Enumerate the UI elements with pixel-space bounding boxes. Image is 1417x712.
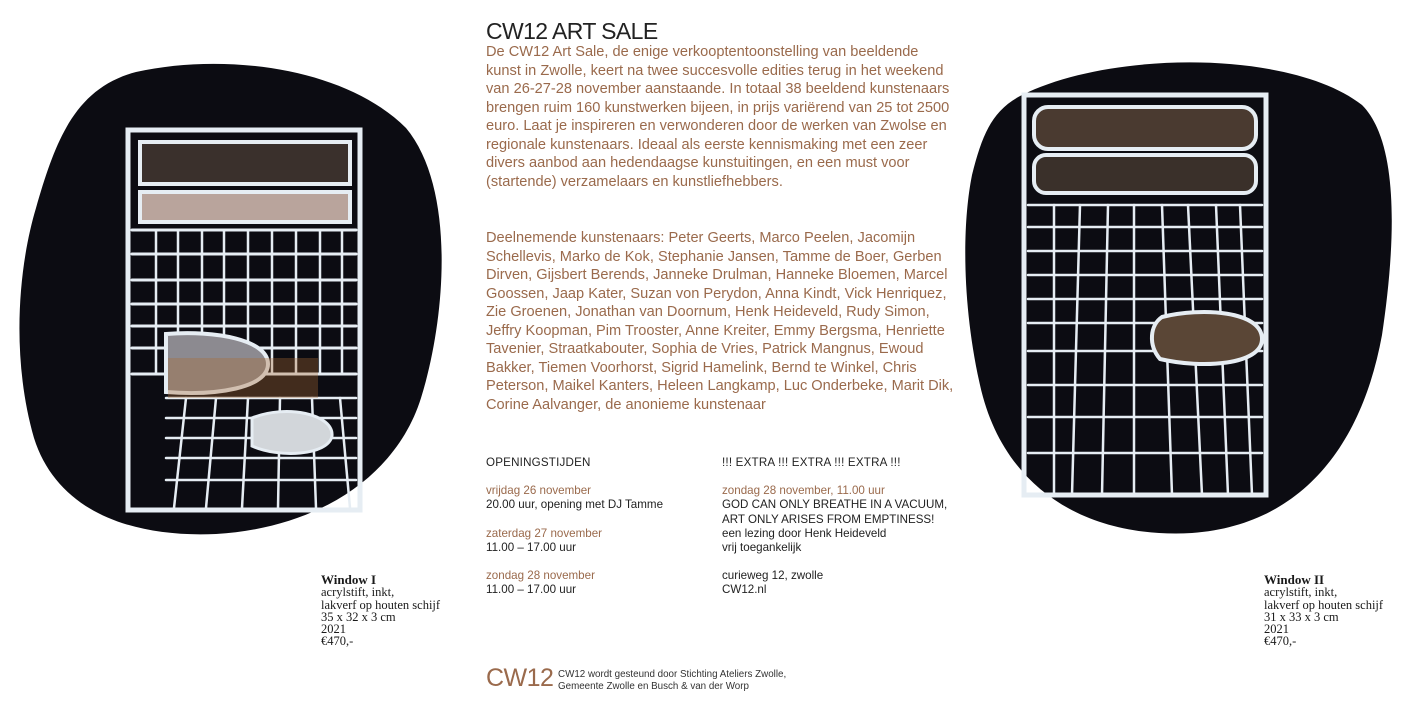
artwork-dimensions: 31 x 33 x 3 cm <box>1264 609 1339 624</box>
extra-event <box>722 456 962 598</box>
artwork-title: Window I <box>321 572 377 587</box>
artists-paragraph: Deelnemende kunstenaars: Peter Geerts, Marco Peelen, Jacomijn Schellevis, Marko de Kok, Stephanie Jansen, Tamme de Boer, Gerben Dirven, Gijsbert Berends, Janneke Drulman, Hanneke Bloemen, Marcel Goossen, Jaap Kater, Suzan von Perydon, Anna Kindt, Vick Henriquez, Zie Groenen, Jonathan van Doornum, Henk Heideveld, Rudy Simon, Jeffry Koopman, Pim Trooster, Anne Kreiter, Emmy Bergsma, Henriette Tavenier, Straatkabouter, Sophia de Vries, Patrick Mangnus, Ewoud Bakker, Tiemen Voorhorst, Sigrid Hamelink, Bernd te Winkel, Chris Peterson, Maikel Kanters, Heleen Langkamp, Luc Onderbeke, Marit Dik, Corine Aalvanger, de anonieme kunstenaar <box>486 230 954 413</box>
schedule-date: zaterdag 27 november <box>486 526 603 540</box>
artwork-price: €470,- <box>321 634 354 649</box>
sponsor-line: Gemeente Zwolle en Busch & van der Worp <box>558 680 749 692</box>
artwork-medium: acrylstift, inkt, <box>321 585 395 600</box>
schedule-date: vrijdag 26 november <box>486 484 592 498</box>
caption-window-1 <box>321 574 440 648</box>
schedule-time: 11.00 – 17.00 uur <box>486 583 577 597</box>
artwork-dimensions: 35 x 32 x 3 cm <box>321 609 396 624</box>
opening-hours <box>486 456 706 611</box>
schedule-time: 11.00 – 17.00 uur <box>486 540 577 554</box>
schedule-item <box>486 527 706 555</box>
artwork-window-1 <box>16 58 444 538</box>
page-title: CW12 ART SALE <box>486 18 658 44</box>
opening-hours-heading: OPENINGSTIJDEN <box>486 456 591 469</box>
venue-address: curieweg 12, zwolle <box>722 569 824 583</box>
extra-heading: !!! EXTRA !!! EXTRA !!! EXTRA !!! <box>722 456 901 469</box>
caption-window-2 <box>1264 574 1383 648</box>
sponsor-line: CW12 wordt gesteund door Stichting Ateliers Zwolle, <box>558 669 787 680</box>
lecture-speaker: een lezing door Henk Heideveld <box>722 526 887 540</box>
artwork-year: 2021 <box>1264 622 1289 637</box>
artwork-window-2 <box>962 55 1394 537</box>
lecture-title-line: GOD CAN ONLY BREATHE IN A VACUUM, <box>722 498 948 512</box>
footer-logo: CW12 <box>486 664 554 692</box>
schedule-item <box>486 569 706 597</box>
extra-date: zondag 28 november, 11.00 uur <box>722 484 885 498</box>
artwork-title: Window II <box>1264 572 1325 587</box>
lecture-access: vrij toegankelijk <box>722 541 802 555</box>
lecture-title-line: ART ONLY ARISES FROM EMPTINESS! <box>722 512 935 526</box>
artwork-price: €470,- <box>1264 634 1297 649</box>
intro-paragraph: De CW12 Art Sale, de enige verkooptentoonstelling van beeldende kunst in Zwolle, keert na twee succesvolle edities terug in het weekend van 26-27-28 november aanstaande. In totaal 38 beeldend kunstenaars brengen ruim 160 kunstwerken bijeen, in prijs variërend van 25 tot 2500 euro. Laat je inspireren en verwonderen door de werken van Zwolse en regionale kunstenaars. Ideaal als eerste kennismaking met een zeer divers aanbod aan hedendaagse kunstuitingen, en een must voor (startende) verzamelaars en kunstliefhebbers. <box>486 44 950 190</box>
artwork-year: 2021 <box>321 622 346 637</box>
artwork-medium: lakverf op houten schijf <box>321 597 441 612</box>
website-link[interactable]: CW12.nl <box>722 583 767 597</box>
footer-sponsors <box>558 669 786 692</box>
schedule-time: 20.00 uur, opening met DJ Tamme <box>486 498 664 512</box>
artwork-medium: acrylstift, inkt, <box>1264 585 1338 600</box>
schedule-date: zondag 28 november <box>486 569 595 583</box>
artwork-medium: lakverf op houten schijf <box>1264 597 1384 612</box>
schedule-item <box>486 484 706 512</box>
